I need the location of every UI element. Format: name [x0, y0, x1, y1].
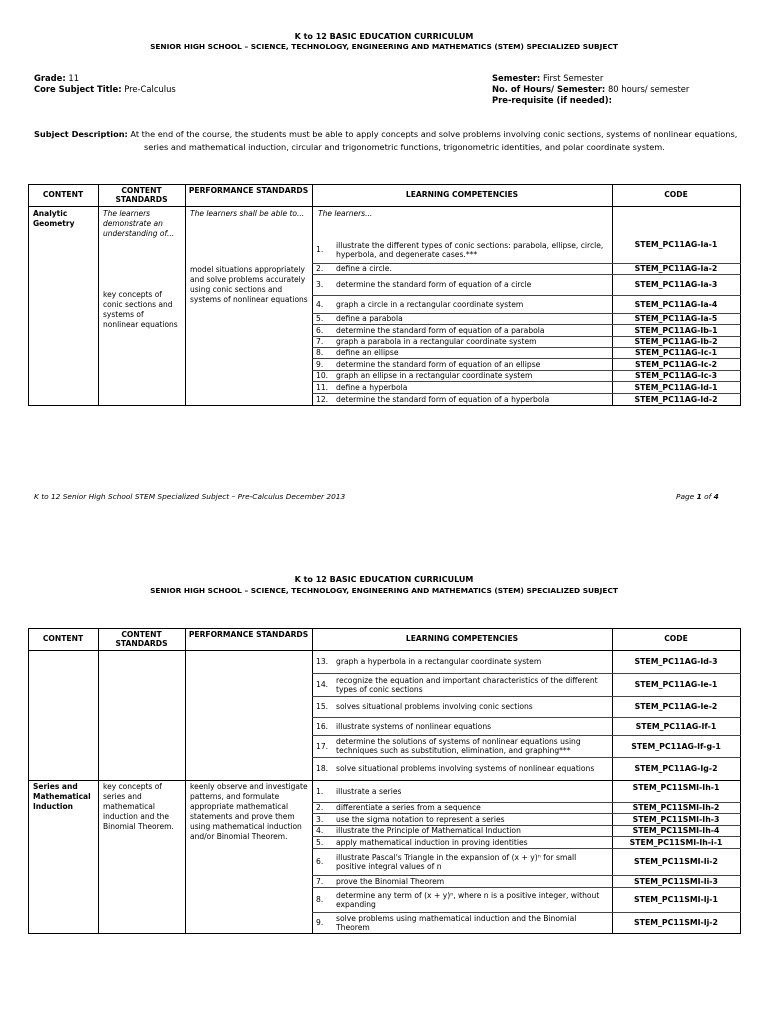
col-header-content-standards: CONTENT STANDARDS [115, 630, 168, 648]
subject-description-label: Subject Description: [34, 129, 128, 139]
col-header-content: CONTENT [42, 634, 84, 643]
prerequisite-label: Pre-requisite (if needed): [492, 95, 612, 105]
col-header-content: CONTENT [42, 190, 84, 199]
competency-row [312, 393, 612, 405]
competency-number: 3. [316, 280, 324, 289]
competency-number: 3. [316, 814, 324, 824]
core-subject-label: Core Subject Title: [34, 84, 122, 94]
competency-row [312, 757, 612, 780]
competency-number: 5. [316, 314, 324, 323]
curriculum-title: K to 12 BASIC EDUCATION CURRICULUM [294, 32, 474, 41]
competency-code: STEM_PC11AG-Ig-2 [634, 764, 718, 773]
competency-text: determine the standard form of equation of a circle [336, 280, 532, 289]
competency-number: 4. [316, 826, 324, 835]
competency-code: STEM_PC11AG-Ie-2 [634, 702, 718, 711]
competency-text: define a hyperbola [336, 382, 408, 392]
semester-line [492, 73, 603, 83]
col-header-content-standards: CONTENT STANDARDS [115, 186, 168, 204]
competency-text: illustrate the different types of conic sections: parabola, ellipse, circle, hyperbola, and degenerate cases.*** [336, 240, 604, 259]
competency-text: define an ellipse [336, 348, 399, 357]
competency-code: STEM_PC11AG-If-1 [635, 721, 717, 731]
competency-row [312, 848, 612, 875]
competency-code: STEM_PC11AG-Id-2 [634, 394, 718, 404]
competency-code: STEM_PC11SMI-Ij-1 [634, 895, 718, 904]
competency-code: STEM_PC11SMI-Ih-4 [632, 826, 720, 835]
competency-code: STEM_PC11AG-Ic-2 [634, 359, 718, 369]
prerequisite-line [492, 95, 612, 105]
grade-label: Grade: [34, 73, 66, 83]
competency-row [312, 336, 612, 347]
competency-row [312, 358, 612, 370]
competency-text: graph a hyperbola in a rectangular coordinate system [336, 657, 542, 666]
subject-description [34, 128, 750, 153]
content-standards-intro: The learners demonstrate an understanding of... [103, 209, 175, 238]
competency-code: STEM_PC11AG-Ib-1 [634, 325, 718, 335]
competency-row [312, 673, 612, 696]
competency-row [312, 875, 612, 887]
competency-code: STEM_PC11AG-Ic-1 [634, 348, 718, 357]
content-series-mathematical-induction: Series and Mathematical Induction [33, 782, 91, 811]
competency-text: illustrate a series [336, 786, 402, 796]
competency-code: STEM_PC11AG-Ia-4 [634, 299, 718, 309]
learning-competencies-intro: The learners... [318, 209, 373, 218]
performance-standards-body: keenly observe and investigate patterns, and formulate appropriate mathematical statements and prove them using mathematical induction and/or Binomial Theorem. [190, 782, 308, 841]
competency-row [312, 295, 612, 313]
col-header-code: CODE [664, 190, 688, 199]
competency-code: STEM_PC11SMI-Ii-3 [634, 876, 718, 886]
competency-row [312, 324, 612, 336]
competency-number: 2. [316, 803, 324, 812]
competency-number: 13. [316, 657, 329, 666]
competency-code: STEM_PC11AG-Ic-3 [634, 371, 718, 380]
competency-row [312, 802, 612, 813]
curriculum-subtitle: SENIOR HIGH SCHOOL – SCIENCE, TECHNOLOGY, ENGINEERING AND MATHEMATICS (STEM) SPECIALIZED SUBJECT [150, 42, 618, 51]
competency-code: STEM_PC11SMI-Ih-2 [632, 803, 720, 812]
competency-text: determine the solutions of systems of nonlinear equations using techniques such as substitution, elimination, and graphing*** [336, 737, 581, 755]
content-standards-body: key concepts of conic sections and systems of nonlinear equations [103, 290, 178, 329]
subject-description-line-2: series and mathematical induction, circular and trigonometric functions, trigonometric identities, and polar coordinate system. [144, 141, 665, 152]
competency-row [312, 887, 612, 912]
hours-label: No. of Hours/ Semester: [492, 84, 606, 94]
competency-code: STEM_PC11SMI-Ij-2 [634, 918, 718, 927]
competency-row [312, 717, 612, 735]
competency-code: STEM_PC11AG-Ie-1 [634, 680, 718, 689]
hours-line [492, 84, 689, 94]
competency-text: solves situational problems involving conic sections [336, 702, 533, 711]
competency-number: 18. [316, 764, 329, 773]
col-header-learning-competencies: LEARNING COMPETENCIES [405, 190, 519, 199]
competency-row [312, 650, 612, 673]
content-analytic-geometry: Analytic Geometry [33, 209, 75, 228]
competency-number: 15. [316, 702, 329, 711]
performance-standards-intro: The learners shall be able to... [190, 209, 305, 218]
competency-text: illustrate Pascal's Triangle in the expansion of (x + y)ⁿ for small positive integral values of n [336, 852, 577, 871]
competency-number: 9. [316, 359, 324, 369]
performance-standards-body: model situations appropriately and solve problems accurately using conic sections and systems of nonlinear equations [190, 265, 308, 304]
competency-row [312, 696, 612, 717]
core-subject-line [34, 84, 176, 94]
competency-number: 14. [316, 680, 329, 689]
page-total: 4 [713, 492, 719, 501]
competency-code: STEM_PC11AG-Id-1 [634, 382, 718, 392]
competency-row [312, 313, 612, 324]
competency-text: solve situational problems involving systems of nonlinear equations [336, 764, 595, 773]
competency-row [312, 274, 612, 295]
competency-text: graph an ellipse in a rectangular coordinate system [336, 371, 533, 380]
competency-number: 1. [316, 245, 324, 254]
competency-number: 2. [316, 264, 324, 273]
competency-text: differentiate a series from a sequence [336, 803, 481, 812]
competency-code: STEM_PC11AG-If-g-1 [631, 741, 721, 751]
competency-code: STEM_PC11AG-Ia-2 [634, 264, 718, 273]
competency-number: 11. [316, 382, 329, 392]
grade-value: 11 [68, 73, 80, 83]
competency-number: 16. [316, 721, 329, 731]
competency-row [312, 347, 612, 358]
competency-text: determine the standard form of equation of a parabola [336, 325, 545, 335]
competency-code: STEM_PC11SMI-Ii-2 [634, 857, 718, 866]
competency-number: 5. [316, 837, 324, 847]
competency-text: apply mathematical induction in proving identities [336, 837, 528, 847]
competency-number: 6. [316, 325, 324, 335]
competency-row [312, 825, 612, 836]
competency-row [312, 370, 612, 381]
competency-row [312, 836, 612, 848]
competency-code: STEM_PC11SMI-Ih-3 [632, 814, 720, 824]
col-header-learning-competencies: LEARNING COMPETENCIES [405, 634, 519, 643]
competency-text: graph a parabola in a rectangular coordinate system [336, 337, 537, 346]
page-of-word: of [704, 492, 712, 501]
content-standards-body: key concepts of series and mathematical induction and the Binomial Theorem. [103, 782, 174, 831]
competency-row [312, 780, 612, 802]
competency-code: STEM_PC11AG-Ia-5 [634, 314, 718, 323]
curriculum-subtitle: SENIOR HIGH SCHOOL – SCIENCE, TECHNOLOGY, ENGINEERING AND MATHEMATICS (STEM) SPECIALIZED SUBJECT [150, 586, 618, 595]
competency-code: STEM_PC11AG-Ib-2 [634, 337, 718, 346]
competency-text: illustrate the Principle of Mathematical Induction [336, 826, 521, 835]
page-footer-text: K to 12 Senior High School STEM Specialized Subject – Pre-Calculus December 2013 [34, 492, 346, 501]
semester-label: Semester: [492, 73, 541, 83]
competency-row [312, 912, 612, 933]
competency-code: STEM_PC11AG-Ia-1 [634, 239, 718, 249]
competency-number: 4. [316, 299, 324, 309]
competency-number: 10. [316, 371, 329, 380]
col-header-code: CODE [664, 634, 688, 643]
semester-value: First Semester [542, 73, 604, 83]
competency-number: 6. [316, 857, 324, 866]
competency-row [312, 813, 612, 825]
page-number [676, 492, 719, 501]
competency-text: recognize the equation and important characteristics of the different types of conic sections [336, 675, 598, 694]
competency-number: 12. [316, 394, 329, 404]
curriculum-title: K to 12 BASIC EDUCATION CURRICULUM [294, 575, 474, 584]
competency-code: STEM_PC11SMI-Ih-i-1 [629, 837, 723, 847]
col-header-performance-standards: PERFORMANCE STANDARDS [188, 630, 309, 639]
competency-number: 17. [316, 741, 329, 751]
col-header-performance-standards: PERFORMANCE STANDARDS [188, 186, 309, 195]
competency-text: illustrate systems of nonlinear equations [336, 721, 492, 731]
competency-code: STEM_PC11AG-Id-3 [634, 657, 718, 666]
grade-line [34, 73, 79, 83]
competency-text: solve problems using mathematical induction and the Binomial Theorem [336, 913, 577, 932]
competency-text: define a circle. [336, 264, 392, 273]
competency-text: prove the Binomial Theorem [336, 876, 445, 886]
page-current: 1 [696, 492, 702, 501]
competency-number: 7. [316, 876, 324, 886]
competency-text: graph a circle in a rectangular coordinate system [336, 299, 524, 309]
page-word: Page [676, 492, 695, 501]
competency-text: determine the standard form of equation of an ellipse [336, 359, 541, 369]
competency-code: STEM_PC11AG-Ia-3 [634, 280, 718, 289]
subject-description-line-1: At the end of the course, the students must be able to apply concepts and solve problems involving conic sections, systems of nonlinear equations, [130, 129, 738, 139]
competency-number: 7. [316, 337, 324, 346]
competency-number: 8. [316, 348, 324, 357]
competency-text: use the sigma notation to represent a series [336, 814, 505, 824]
competency-number: 9. [316, 918, 324, 927]
competency-text: define a parabola [336, 314, 403, 323]
hours-value: 80 hours/ semester [607, 84, 690, 94]
competency-row [312, 263, 612, 274]
competency-text: determine the standard form of equation of a hyperbola [336, 394, 550, 404]
competency-row [312, 381, 612, 393]
competency-number: 8. [316, 895, 324, 904]
document-page-2 [0, 540, 768, 1024]
core-subject-value: Pre-Calculus [124, 84, 176, 94]
competency-row [312, 236, 612, 263]
competency-text: determine any term of (x + y)ⁿ, where n is a positive integer, without expanding [336, 890, 600, 909]
competency-number: 1. [316, 786, 324, 796]
competency-code: STEM_PC11SMI-Ih-1 [632, 782, 720, 792]
competency-row [312, 735, 612, 757]
